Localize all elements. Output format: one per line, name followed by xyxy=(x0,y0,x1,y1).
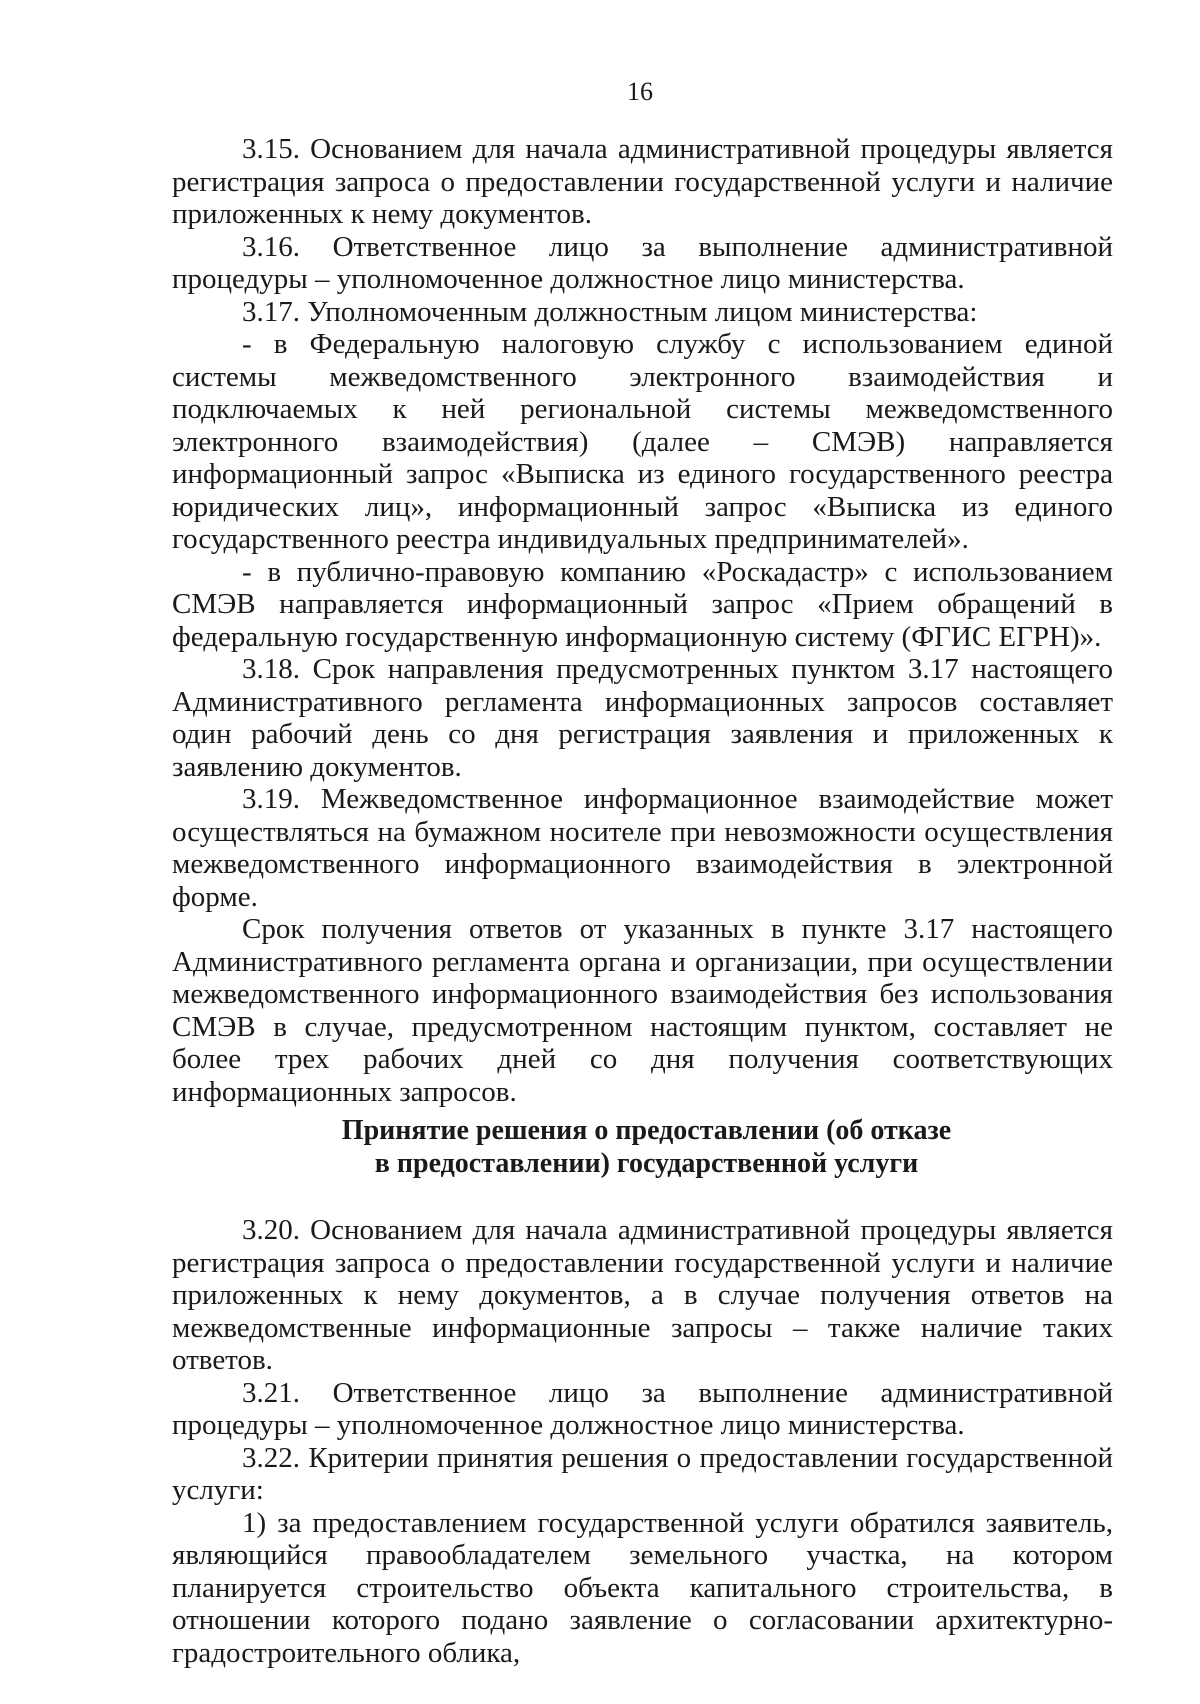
paragraph-3-22: 3.22. Критерии принятия решения о предоставлении государственной услуги: xyxy=(172,1441,1113,1506)
paragraph-3-17-fns: - в Федеральную налоговую службу с использованием единой системы межведомственного электронного взаимодействия и подключаемых к ней региональной системы межведомственного электронного взаимодействия) (далее – СМЭВ) направляется информационный запрос «Выписка из единого государственного реестра юридических лиц», информационный запрос «Выписка из единого государственного реестра индивидуальных предпринимателей». xyxy=(172,328,1113,555)
paragraph-3-17-roskadastr: - в публично-правовую компанию «Роскадастр» с использованием СМЭВ направляется информационный запрос «Прием обращений в федеральную государственную информационную систему (ФГИС ЕГРН)». xyxy=(172,555,1113,653)
page-number: 16 xyxy=(627,77,653,106)
document-body xyxy=(172,133,1113,1669)
paragraph-3-19: 3.19. Межведомственное информационное взаимодействие может осуществляться на бумажном носителе при невозможности осуществления межведомственного информационного взаимодействия в электронной форме. xyxy=(172,783,1113,913)
paragraph-3-18: 3.18. Срок направления предусмотренных пунктом 3.17 настоящего Административного регламента информационных запросов составляет один рабочий день со дня регистрация заявления и приложенных к заявлению документов. xyxy=(172,653,1113,783)
section-heading-line-1: Принятие решения о предоставлении (об отказе xyxy=(341,1115,952,1146)
spacer xyxy=(172,1180,1113,1214)
paragraph-3-21: 3.21. Ответственное лицо за выполнение административной процедуры – уполномоченное должностное лицо министерства. xyxy=(172,1376,1113,1441)
paragraph-3-22-item-1: 1) за предоставлением государственной услуги обратился заявитель, являющийся правообладателем земельного участка, на котором планируется строительство объекта капитального строительства, в отношении которого подано заявление о согласовании архитектурно-градостроительного облика, xyxy=(172,1506,1113,1669)
section-heading-line-2: в предоставлении) государственной услуги xyxy=(374,1148,919,1179)
paragraph-3-15: 3.15. Основанием для начала административной процедуры является регистрация запроса о предоставлении государственной услуги и наличие приложенных к нему документов. xyxy=(172,133,1113,230)
paragraph-3-16: 3.16. Ответственное лицо за выполнение административной процедуры – уполномоченное должностное лицо министерства. xyxy=(172,230,1113,295)
paragraph-3-17: 3.17. Уполномоченным должностным лицом министерства: xyxy=(242,295,978,328)
paragraph-3-19-term: Срок получения ответов от указанных в пункте 3.17 настоящего Административного регламента органа и организации, при осуществлении межведомственного информационного взаимодействия без использования СМЭВ в случае, предусмотренном настоящим пунктом, составляет не более трех рабочих дней со дня получения соответствующих информационных запросов. xyxy=(172,913,1113,1108)
paragraph-3-20: 3.20. Основанием для начала административной процедуры является регистрация запроса о предоставлении государственной услуги и наличие приложенных к нему документов, а в случае получения ответов на межведомственные информационные запросы – также наличие таких ответов. xyxy=(172,1214,1113,1376)
section-heading xyxy=(172,1114,1113,1180)
